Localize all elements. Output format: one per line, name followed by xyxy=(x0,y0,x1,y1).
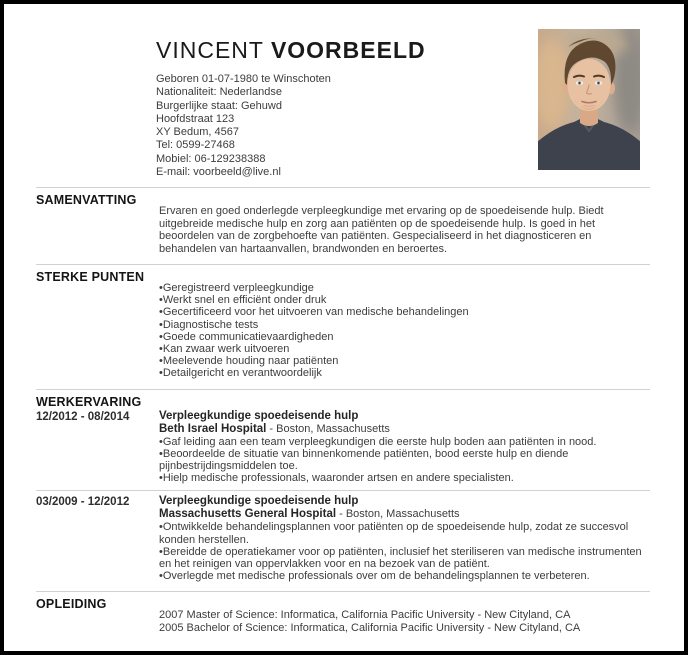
info-nationality: Nationaliteit: Nederlandse xyxy=(156,86,282,99)
info-street: Hoofdstraat 123 xyxy=(156,112,235,125)
portrait-photo xyxy=(538,29,640,170)
section-samenvatting xyxy=(36,187,650,264)
info-birth: Geboren 01-07-1980 te Winschoten xyxy=(156,73,331,85)
list-item: • Beoordeelde de situatie van binnenkomende patiënten, bood eerste hulp en diende pijnbestrijdingsmiddelen toe. xyxy=(159,448,650,472)
job-duties-list xyxy=(159,521,650,582)
opleiding-list xyxy=(159,595,650,635)
education-item: 2007 Master of Science: Informatica, California Pacific University - New Cityland, CA xyxy=(159,609,571,622)
section-sterke-punten xyxy=(36,264,650,389)
werkervaring-heading: WERKERVARING xyxy=(36,394,142,409)
job-location: - Boston, Massachusetts xyxy=(336,508,460,521)
sterke-punten-list xyxy=(159,268,650,380)
list-item: • Kan zwaar werk uitvoeren xyxy=(159,343,650,355)
list-item: • Gecertificeerd voor het uitvoeren van medische behandelingen xyxy=(159,306,650,318)
job-period: 03/2009 - 12/2012 xyxy=(36,496,130,509)
opleiding-heading: OPLEIDING xyxy=(36,597,107,612)
sterke-punten-heading: STERKE PUNTEN xyxy=(36,270,145,284)
last-name: VOORBEELD xyxy=(270,37,426,63)
list-item: • Hielp medische professionals, waaronder artsen en andere specialisten. xyxy=(159,472,650,484)
list-item: • Detailgericht en verantwoordelijk xyxy=(159,367,650,379)
job-period: 12/2012 - 08/2014 xyxy=(36,410,130,423)
list-item: • Werkt snel en efficiënt onder druk xyxy=(159,294,650,306)
list-item: • Meelevende houding naar patiënten xyxy=(159,355,650,367)
list-item: • Ontwikkelde behandelingsplannen voor patiënten op de spoedeisende hulp, zodat ze succesvol konden herstellen. xyxy=(159,521,650,545)
job-company-line xyxy=(159,423,650,436)
info-city: XY Bedum, 4567 xyxy=(156,126,239,139)
job-company: Massachusetts General Hospital xyxy=(159,508,337,521)
list-item: • Geregistreerd verpleegkundige xyxy=(159,282,650,294)
list-item: • Diagnostische tests xyxy=(159,319,650,331)
job-location: - Boston, Massachusetts xyxy=(266,422,390,435)
samenvatting-heading: SAMENVATTING xyxy=(36,193,137,208)
info-phone: Tel: 0599-27468 xyxy=(156,139,235,152)
first-name: VINCENT xyxy=(156,37,271,63)
info-email: E-mail: voorbeeld@live.nl xyxy=(156,166,281,179)
list-item: • Overlegde met medische professionals over om de behandelingsplannen te verbeteren. xyxy=(159,570,650,582)
info-marital-status: Burgerlijke staat: Gehuwd xyxy=(156,99,282,112)
job-company-line xyxy=(159,508,650,521)
job-entry-1 xyxy=(36,409,650,485)
job-entry-2 xyxy=(36,490,650,582)
job-title: Verpleegkundige spoedeisende hulp xyxy=(159,495,359,508)
section-werkervaring xyxy=(36,389,650,592)
list-item: • Bereidde de operatiekamer voor op patiënten, inclusief het steriliseren van medische instrumenten en het reinigen van oppervlakken voor en na bezoek van de patiënt. xyxy=(159,546,650,570)
samenvatting-text: Ervaren en goed onderlegde verpleegkundige met ervaring op de spoedeisende hulp. Biedt uitgebreide medische hulp en zorg aan patiënten op de spoedeisende hulp. Is goed in het beoordelen van de zorgbehoefte van patiënten. Gespecialiseerd in het diagnosticeren en behandelen van hartaanvallen, brandwonden en beroertes. xyxy=(159,205,604,255)
job-duties-list xyxy=(159,436,650,485)
education-item: 2005 Bachelor of Science: Informatica, California Pacific University - New Cityland, CA xyxy=(159,622,581,635)
list-item: • Gaf leiding aan een team verpleegkundigen die eerste hulp boden aan patiënten in nood. xyxy=(159,436,650,448)
list-item: • Goede communicatievaardigheden xyxy=(159,331,650,343)
section-opleiding xyxy=(36,591,650,644)
job-title: Verpleegkundige spoedeisende hulp xyxy=(159,409,359,422)
info-mobile: Mobiel: 06-129238388 xyxy=(156,152,266,165)
job-company: Beth Israel Hospital xyxy=(159,422,267,435)
